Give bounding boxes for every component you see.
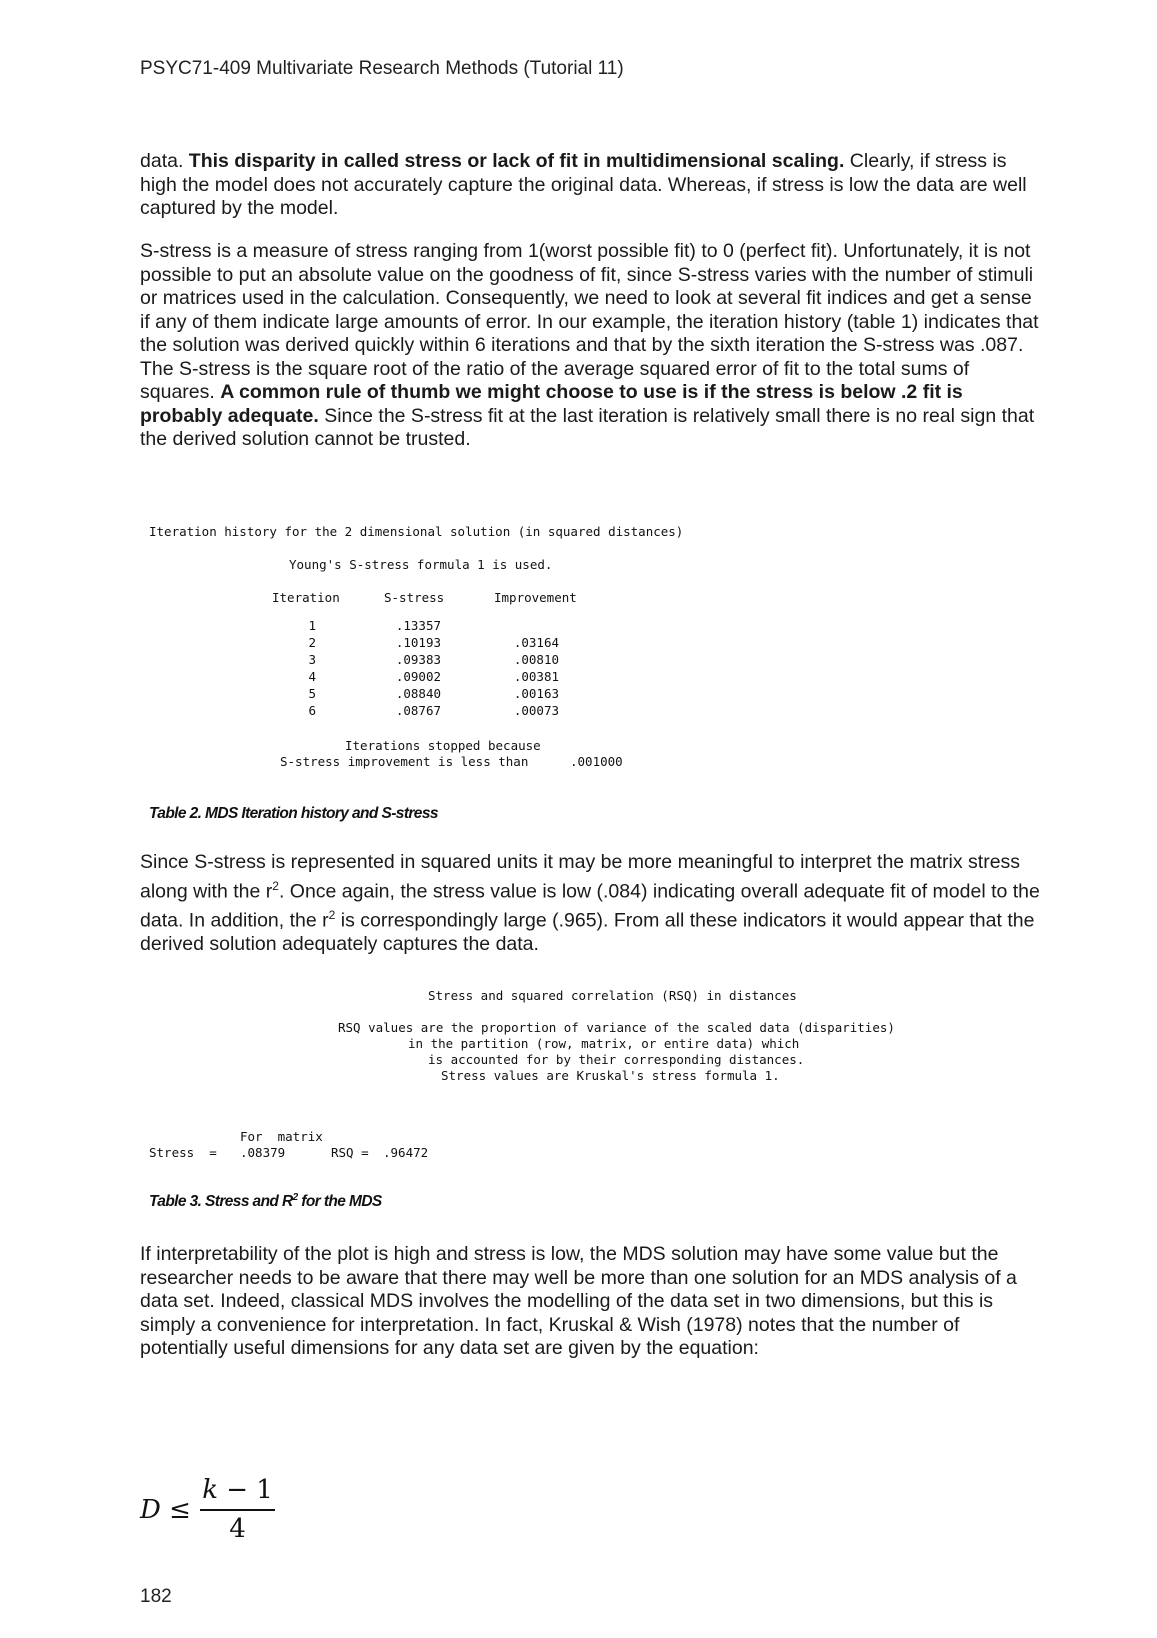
stop-line-2: S-stress improvement is less than	[280, 754, 529, 769]
improvement-cell: .00073	[513, 703, 559, 718]
col-iteration: Iteration	[272, 590, 340, 605]
improvement-cell	[441, 617, 559, 634]
rsq-label: RSQ =	[331, 1145, 369, 1160]
stress-value: .08379	[240, 1145, 286, 1160]
equation-numerator	[200, 1475, 275, 1505]
p3-text-b: . Once again, the stress value is low (.084) indicating overall adequate fit of model to the data. In addition, the r	[140, 880, 1040, 931]
caption3-pre: Table 3. Stress and R	[149, 1193, 293, 1211]
iteration-cell: 2	[308, 635, 316, 650]
iteration-cell: 3	[308, 652, 316, 667]
p3-sup-1: 2	[272, 878, 279, 893]
page-number: 182	[140, 1586, 172, 1607]
table-row	[280, 668, 559, 685]
table-row	[280, 651, 559, 668]
stress-note-1: RSQ values are the proportion of variance of the scaled data (disparities)	[338, 1020, 895, 1035]
sstress-cell: .13357	[395, 618, 441, 633]
equation-minus-one: − 1	[217, 1475, 273, 1505]
improvement-cell: .03164	[513, 635, 559, 650]
iteration-cell: 5	[308, 686, 316, 701]
rsq-value: .96472	[383, 1145, 429, 1160]
equation-k: k	[202, 1475, 218, 1505]
table-2-caption: Table 2. MDS Iteration history and S-stress	[149, 805, 438, 822]
sstress-cell: .09002	[395, 669, 441, 684]
table-3-caption	[149, 1192, 382, 1211]
p2-text: S-stress is a measure of stress ranging from 1(worst possible fit) to 0 (perfect fit). Unfortunately, it is not possible to put an absolute value on the goodness of fit, since S-stress varies with the number of stimuli or matrices used in the calculation. Consequently, we need to look at several fit indices and get a sense if any of them indicate large amounts of error. In our example, the iteration history (table 1) indicates that the solution was derived quickly within 6 iterations and that by the sixth iteration the S-stress was .087. The S-stress is the square root of the ratio of the average squared error of fit to the total sums of squares.	[140, 240, 1039, 403]
table-row	[280, 702, 559, 719]
improvement-cell: .00810	[513, 652, 559, 667]
iteration-cell: 4	[308, 669, 316, 684]
equation-lhs: D ≤	[140, 1495, 191, 1525]
improvement-cell: .00381	[513, 669, 559, 684]
equation-fraction	[200, 1475, 275, 1544]
for-matrix-label: For matrix	[240, 1129, 323, 1144]
fraction-bar	[200, 1509, 275, 1511]
improvement-cell: .00163	[513, 686, 559, 701]
paragraph-rsq	[140, 851, 1040, 956]
p1-text-end: Clearly, if stress is high the model does not accurately capture the original data. Whereas, if stress is low the data are well captured by the model.	[140, 150, 1027, 219]
p1-text: data.	[140, 150, 189, 172]
caption3-sup: 2	[292, 1192, 298, 1203]
sstress-cell: .10193	[395, 635, 441, 650]
stop-value: .001000	[570, 754, 623, 769]
col-improvement: Improvement	[494, 590, 577, 605]
paragraph-stress-definition	[140, 150, 1040, 221]
p3-sup-2: 2	[328, 907, 336, 922]
formula-note: Young's S-stress formula 1 is used.	[289, 557, 553, 572]
table-row	[280, 634, 559, 651]
stress-label: Stress =	[149, 1145, 217, 1160]
paragraph-dimensions: If interpretability of the plot is high and stress is low, the MDS solution may have some value but the researcher needs to be aware that there may well be more than one solution for an MDS analysis of a data set. Indeed, classical MDS involves the modelling of the data set in two dimensions, but this is simply a convenience for interpretation. In fact, Kruskal & Wish (1978) notes that the number of potentially useful dimensions for any data set are given by the equation:	[140, 1243, 1017, 1359]
sstress-cell: .08840	[395, 686, 441, 701]
running-header: PSYC71-409 Multivariate Research Methods (Tutorial 11)	[140, 58, 624, 79]
p1-bold: This disparity in called stress or lack of fit in multidimensional scaling.	[188, 150, 845, 172]
paragraph-s-stress	[140, 240, 1040, 452]
iteration-cell: 1	[308, 618, 316, 633]
caption3-post: for the MDS	[297, 1193, 382, 1211]
sstress-cell: .09383	[395, 652, 441, 667]
stress-note-2: in the partition (row, matrix, or entire data) which	[408, 1036, 800, 1051]
stress-note-3: is accounted for by their corresponding distances.	[428, 1052, 805, 1067]
table-row	[280, 617, 559, 634]
iteration-cell: 6	[308, 703, 316, 718]
equation-denominator: 4	[229, 1513, 246, 1544]
p2-text-end: Since the S-stress fit at the last iteration is relatively small there is no real sign that the derived solution cannot be trusted.	[140, 404, 1035, 450]
stop-line-1: Iterations stopped because	[345, 738, 541, 753]
p3-text-c: is correspondingly large (.965). From all these indicators it would appear that the derived solution adequately captures the data.	[140, 909, 1035, 955]
col-sstress: S-stress	[384, 590, 445, 605]
stress-note-4: Stress values are Kruskal's stress formula 1.	[441, 1068, 780, 1083]
p2-bold: A common rule of thumb we might choose to use is if the stress is below .2 fit is probably adequate.	[140, 381, 963, 427]
iteration-title: Iteration history for the 2 dimensional solution (in squared distances)	[149, 524, 684, 539]
table-row	[280, 685, 559, 702]
sstress-cell: .08767	[395, 703, 441, 718]
p3-text-a: Since S-stress is represented in squared units it may be more meaningful to interpret the matrix stress along with the r	[140, 851, 1021, 902]
iteration-table	[280, 617, 559, 719]
stress-title: Stress and squared correlation (RSQ) in distances	[428, 988, 797, 1003]
